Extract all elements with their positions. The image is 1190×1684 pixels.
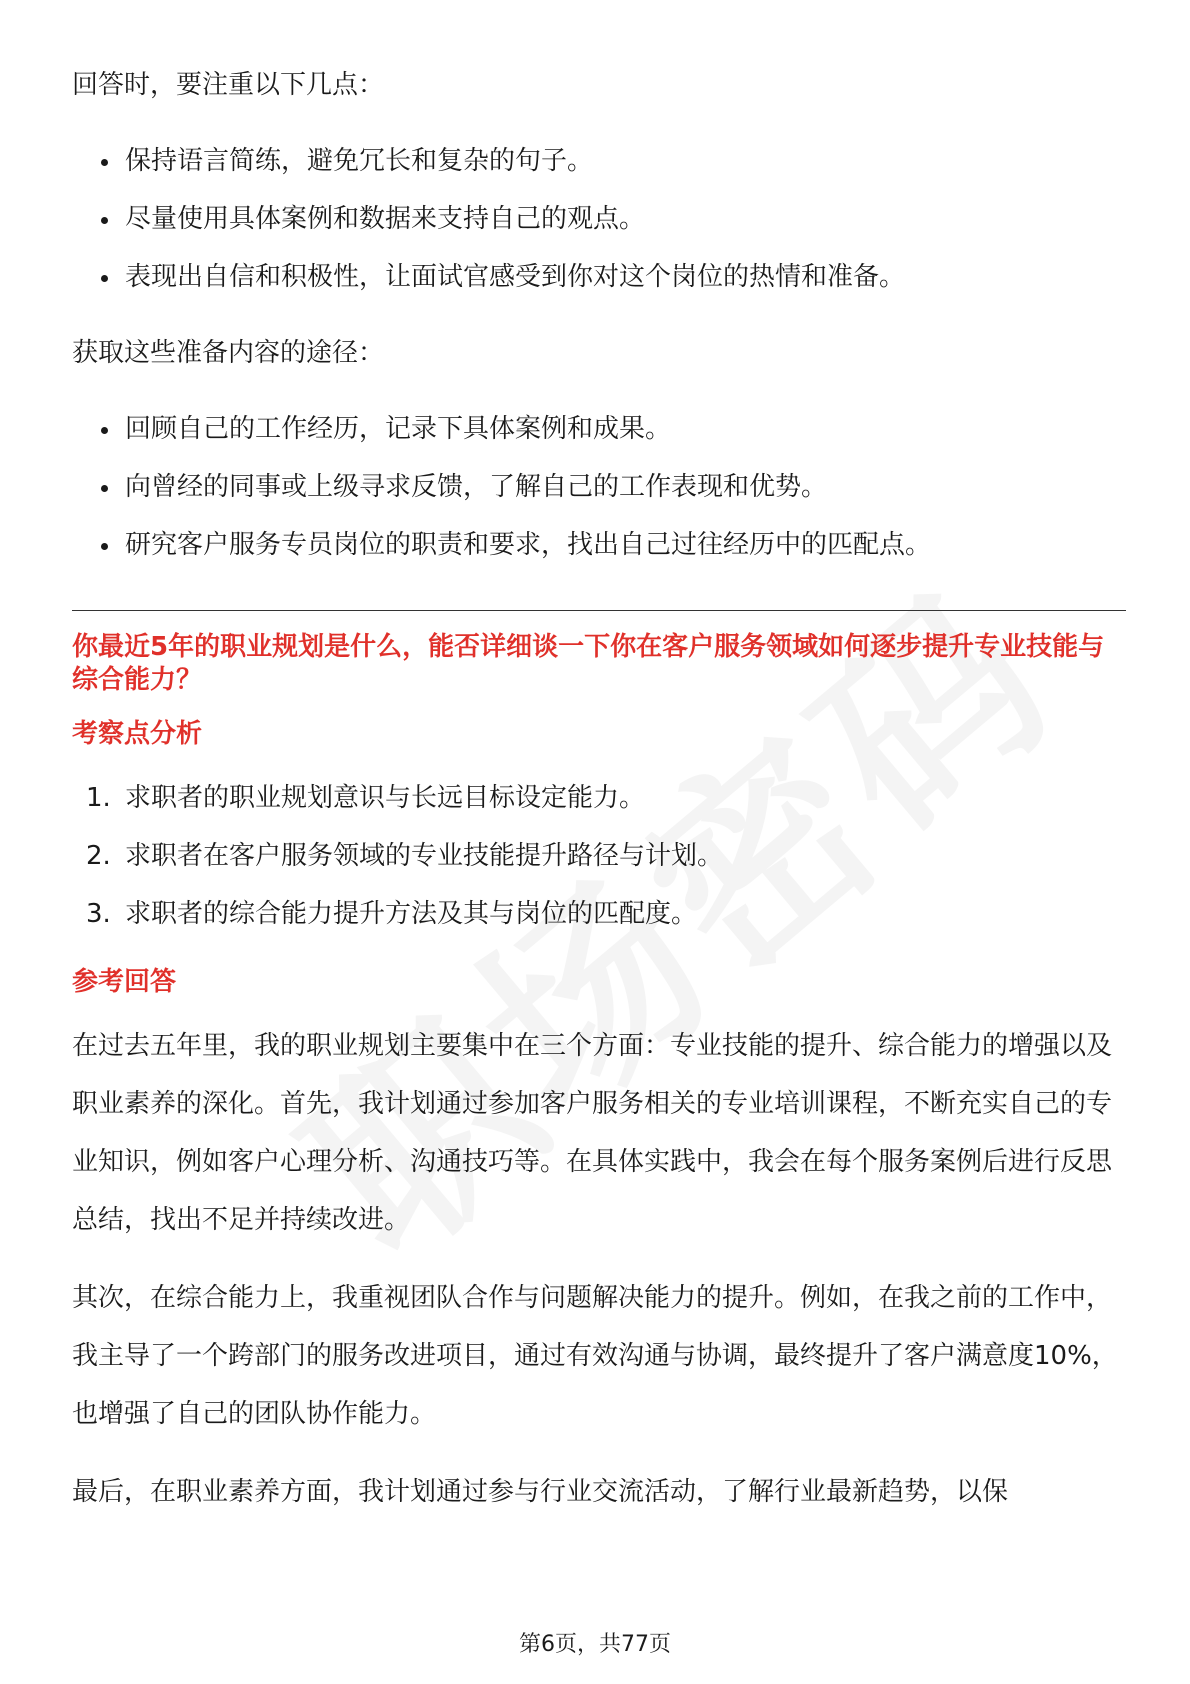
list-item: 向曾经的同事或上级寻求反馈，了解自己的工作表现和优势。 — [72, 458, 1126, 516]
list-item — [72, 769, 1126, 827]
list-item: 保持语言简练，避免冗长和复杂的句子。 — [72, 132, 1126, 190]
reference-paragraph: 最后，在职业素养方面，我计划通过参与行业交流活动，了解行业最新趋势，以保 — [72, 1477, 1009, 1507]
list-item-text: 求职者的职业规划意识与长远目标设定能力。 — [125, 783, 646, 813]
prep-sources-intro: 获取这些准备内容的途径： — [72, 338, 385, 368]
answer-tips-list — [72, 132, 1126, 306]
list-item-text: 求职者的综合能力提升方法及其与岗位的匹配度。 — [125, 899, 698, 929]
list-item — [72, 827, 1126, 885]
list-item — [72, 885, 1126, 943]
list-item: 尽量使用具体案例和数据来支持自己的观点。 — [72, 190, 1126, 248]
reference-heading: 参考回答 — [72, 967, 177, 997]
list-number: 3. — [86, 899, 111, 929]
analysis-list — [72, 769, 1126, 943]
document-page — [72, 56, 1126, 1541]
interview-question: 你最近5年的职业规划是什么，能否详细谈一下你在客户服务领域如何逐步提升专业技能与综合能力？ — [72, 632, 1105, 695]
list-number: 2. — [86, 841, 111, 871]
section-divider — [72, 610, 1126, 611]
answer-tips-intro: 回答时，要注重以下几点： — [72, 70, 385, 100]
reference-paragraph: 其次，在综合能力上，我重视团队合作与问题解决能力的提升。例如，在我之前的工作中，我主导了一个跨部门的服务改进项目，通过有效沟通与协调，最终提升了客户满意度10%，也增强了自己的团队协作能力。 — [72, 1283, 1118, 1429]
list-item: 回顾自己的工作经历，记录下具体案例和成果。 — [72, 400, 1126, 458]
analysis-heading: 考察点分析 — [72, 719, 203, 749]
list-item-text: 求职者在客户服务领域的专业技能提升路径与计划。 — [125, 841, 724, 871]
page-footer: 第6页，共77页 — [519, 1632, 671, 1657]
list-number: 1. — [86, 783, 111, 813]
prep-sources-list — [72, 400, 1126, 574]
list-item: 研究客户服务专员岗位的职责和要求，找出自己过往经历中的匹配点。 — [72, 516, 1126, 574]
list-item: 表现出自信和积极性，让面试官感受到你对这个岗位的热情和准备。 — [72, 248, 1126, 306]
reference-paragraph: 在过去五年里，我的职业规划主要集中在三个方面：专业技能的提升、综合能力的增强以及职业素养的深化。首先，我计划通过参加客户服务相关的专业培训课程，不断充实自己的专业知识，例如客户心理分析、沟通技巧等。在具体实践中，我会在每个服务案例后进行反思总结，找出不足并持续改进。 — [72, 1031, 1113, 1235]
